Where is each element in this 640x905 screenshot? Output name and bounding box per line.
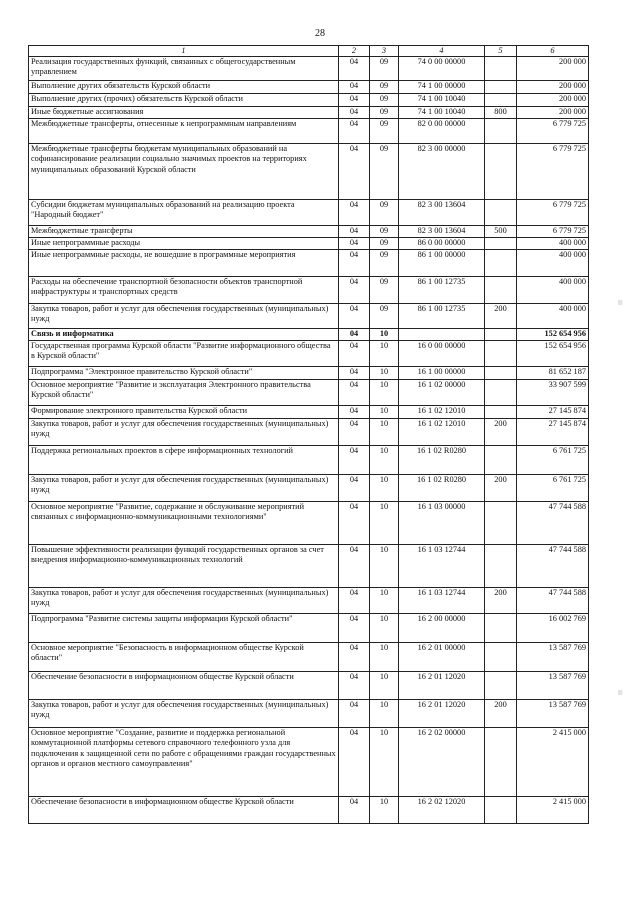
row-name-cell: Субсидии бюджетам муниципальных образований на реализацию проекта "Народный бюджет" (29, 200, 339, 226)
table-row (29, 341, 589, 367)
table-row (29, 94, 589, 107)
table-row (29, 107, 589, 119)
row-amount-cell: 6 779 725 (517, 200, 589, 226)
row-amount-cell: 6 761 725 (517, 446, 589, 475)
column-header: 1 (29, 46, 339, 57)
row-amount-cell: 400 000 (517, 250, 589, 277)
row-name-cell: Закупка товаров, работ и услуг для обеспечения государственных (муниципальных) нужд (29, 700, 339, 728)
row-name-cell: Основное мероприятие "Безопасность в информационном обществе Курской области" (29, 643, 339, 672)
row-target-code-cell: 16 2 00 00000 (399, 614, 485, 643)
row-name-cell: Подпрограмма "Развитие системы защиты информации Курской области" (29, 614, 339, 643)
row-name-cell: Межбюджетные трансферты бюджетам муниципальных образований на софинансирование реализации социально значимых проектов на территориях муниципальных образований Курской области (29, 144, 339, 200)
table-row (29, 446, 589, 475)
row-name-cell: Расходы на обеспечение транспортной безопасности объектов транспортной инфраструктуры и транспортных средств (29, 277, 339, 304)
row-expense-type-cell (485, 329, 517, 341)
budget-table (28, 45, 589, 824)
row-subsection-cell: 10 (370, 329, 399, 341)
row-section-cell: 04 (339, 341, 370, 367)
row-subsection-cell: 09 (370, 81, 399, 94)
row-section-cell: 04 (339, 797, 370, 824)
row-target-code-cell: 86 1 00 12735 (399, 304, 485, 329)
row-amount-cell: 81 652 187 (517, 367, 589, 380)
row-target-code-cell: 86 1 00 12735 (399, 277, 485, 304)
row-section-cell: 04 (339, 226, 370, 238)
row-section-cell: 04 (339, 446, 370, 475)
table-row (29, 200, 589, 226)
row-subsection-cell: 10 (370, 700, 399, 728)
row-target-code-cell: 16 1 03 00000 (399, 502, 485, 545)
row-expense-type-cell (485, 144, 517, 200)
row-section-cell: 04 (339, 545, 370, 588)
row-expense-type-cell (485, 238, 517, 250)
row-expense-type-cell (485, 200, 517, 226)
column-header: 3 (370, 46, 399, 57)
table-row (29, 329, 589, 341)
page-number: 28 (315, 28, 325, 39)
row-section-cell: 04 (339, 672, 370, 700)
row-expense-type-cell: 800 (485, 107, 517, 119)
row-section-cell: 04 (339, 367, 370, 380)
row-name-cell: Основное мероприятие "Создание, развитие и поддержка региональной коммутационной платформы сетевого справочного телефонного узла для подключения к защищенной сети по работе с обращениями граждан государственных органов и органов местного самоуправления" (29, 728, 339, 797)
table-row (29, 672, 589, 700)
row-expense-type-cell (485, 643, 517, 672)
row-target-code-cell: 16 2 01 12020 (399, 672, 485, 700)
row-target-code-cell: 74 1 00 10040 (399, 94, 485, 107)
row-target-code-cell: 16 1 02 12010 (399, 406, 485, 419)
table-row (29, 226, 589, 238)
table-row (29, 277, 589, 304)
row-subsection-cell: 10 (370, 380, 399, 406)
row-subsection-cell: 10 (370, 728, 399, 797)
row-subsection-cell: 09 (370, 57, 399, 81)
table-row (29, 81, 589, 94)
table-row (29, 238, 589, 250)
row-amount-cell: 152 654 956 (517, 341, 589, 367)
column-header: 6 (517, 46, 589, 57)
row-target-code-cell: 16 1 02 12010 (399, 419, 485, 446)
row-expense-type-cell (485, 81, 517, 94)
row-subsection-cell: 09 (370, 200, 399, 226)
table-row (29, 119, 589, 144)
row-name-cell: Обеспечение безопасности в информационном обществе Курской области (29, 672, 339, 700)
row-target-code-cell: 86 1 00 00000 (399, 250, 485, 277)
row-expense-type-cell (485, 672, 517, 700)
row-section-cell: 04 (339, 107, 370, 119)
row-name-cell: Основное мероприятие "Развитие и эксплуатация Электронного правительства Курской области" (29, 380, 339, 406)
row-name-cell: Выполнение других (прочих) обязательств Курской области (29, 94, 339, 107)
row-name-cell: Реализация государственных функций, связанных с общегосударственным управлением (29, 57, 339, 81)
row-target-code-cell: 74 0 00 00000 (399, 57, 485, 81)
row-section-cell: 04 (339, 81, 370, 94)
row-amount-cell: 400 000 (517, 304, 589, 329)
row-section-cell: 04 (339, 94, 370, 107)
row-target-code-cell: 16 1 02 R0280 (399, 446, 485, 475)
row-subsection-cell: 10 (370, 588, 399, 614)
row-name-cell: Формирование электронного правительства Курской области (29, 406, 339, 419)
row-name-cell: Поддержка региональных проектов в сфере информационных технологий (29, 446, 339, 475)
row-amount-cell: 2 415 000 (517, 728, 589, 797)
row-expense-type-cell: 200 (485, 475, 517, 502)
row-section-cell: 04 (339, 329, 370, 341)
row-amount-cell: 47 744 588 (517, 588, 589, 614)
row-target-code-cell: 74 1 00 10040 (399, 107, 485, 119)
row-section-cell: 04 (339, 406, 370, 419)
table-row (29, 588, 589, 614)
row-expense-type-cell (485, 614, 517, 643)
row-amount-cell: 2 415 000 (517, 797, 589, 824)
header-row (29, 46, 589, 57)
row-amount-cell: 200 000 (517, 94, 589, 107)
row-expense-type-cell (485, 502, 517, 545)
table-row (29, 57, 589, 81)
row-section-cell: 04 (339, 643, 370, 672)
row-expense-type-cell: 200 (485, 419, 517, 446)
table-row (29, 419, 589, 446)
row-name-cell: Межбюджетные трансферты, отнесенные к непрограммным направлениям (29, 119, 339, 144)
row-section-cell: 04 (339, 419, 370, 446)
row-name-cell: Закупка товаров, работ и услуг для обеспечения государственных (муниципальных) нужд (29, 475, 339, 502)
row-subsection-cell: 10 (370, 475, 399, 502)
row-expense-type-cell: 200 (485, 304, 517, 329)
row-subsection-cell: 09 (370, 119, 399, 144)
row-target-code-cell: 82 3 00 13604 (399, 200, 485, 226)
row-target-code-cell: 16 2 02 00000 (399, 728, 485, 797)
row-section-cell: 04 (339, 119, 370, 144)
table-row (29, 406, 589, 419)
row-amount-cell: 6 761 725 (517, 475, 589, 502)
row-name-cell: Государственная программа Курской области "Развитие информационного общества в Курской области" (29, 341, 339, 367)
row-amount-cell: 6 779 725 (517, 119, 589, 144)
row-section-cell: 04 (339, 588, 370, 614)
row-expense-type-cell (485, 277, 517, 304)
row-subsection-cell: 09 (370, 277, 399, 304)
row-name-cell: Повышение эффективности реализации функций государственных органов за счет внедрения информационно-коммуникационных технологий (29, 545, 339, 588)
row-expense-type-cell (485, 341, 517, 367)
row-section-cell: 04 (339, 380, 370, 406)
row-subsection-cell: 10 (370, 446, 399, 475)
row-amount-cell: 13 587 769 (517, 643, 589, 672)
row-section-cell: 04 (339, 475, 370, 502)
table-row (29, 728, 589, 797)
table-row (29, 502, 589, 545)
row-amount-cell: 27 145 874 (517, 406, 589, 419)
row-expense-type-cell (485, 446, 517, 475)
row-target-code-cell: 16 2 01 12020 (399, 700, 485, 728)
row-subsection-cell: 09 (370, 144, 399, 200)
column-header: 2 (339, 46, 370, 57)
row-subsection-cell: 09 (370, 250, 399, 277)
table-row (29, 304, 589, 329)
row-target-code-cell: 74 1 00 00000 (399, 81, 485, 94)
row-amount-cell: 13 587 769 (517, 700, 589, 728)
row-name-cell: Закупка товаров, работ и услуг для обеспечения государственных (муниципальных) нужд (29, 304, 339, 329)
row-expense-type-cell (485, 250, 517, 277)
row-target-code-cell: 16 1 03 12744 (399, 545, 485, 588)
row-name-cell: Иные бюджетные ассигнования (29, 107, 339, 119)
scan-edge-mark: ||||| (617, 690, 622, 696)
row-subsection-cell: 10 (370, 643, 399, 672)
row-subsection-cell: 10 (370, 545, 399, 588)
table-row (29, 380, 589, 406)
row-expense-type-cell: 200 (485, 700, 517, 728)
row-name-cell: Межбюджетные трансферты (29, 226, 339, 238)
row-section-cell: 04 (339, 700, 370, 728)
row-subsection-cell: 10 (370, 672, 399, 700)
row-amount-cell: 16 002 769 (517, 614, 589, 643)
row-amount-cell: 400 000 (517, 277, 589, 304)
row-subsection-cell: 10 (370, 419, 399, 446)
table-row (29, 144, 589, 200)
row-name-cell: Закупка товаров, работ и услуг для обеспечения государственных (муниципальных) нужд (29, 419, 339, 446)
row-amount-cell: 200 000 (517, 107, 589, 119)
row-subsection-cell: 10 (370, 406, 399, 419)
row-amount-cell: 6 779 725 (517, 226, 589, 238)
row-target-code-cell: 16 1 02 R0280 (399, 475, 485, 502)
row-amount-cell: 6 779 725 (517, 144, 589, 200)
row-subsection-cell: 09 (370, 304, 399, 329)
row-amount-cell: 27 145 874 (517, 419, 589, 446)
row-subsection-cell: 10 (370, 341, 399, 367)
table-row (29, 475, 589, 502)
row-name-cell: Основное мероприятие "Развитие, содержание и обслуживание мероприятий связанных с информационно-коммуникационными технологиями" (29, 502, 339, 545)
row-target-code-cell: 16 1 02 00000 (399, 380, 485, 406)
row-section-cell: 04 (339, 614, 370, 643)
row-target-code-cell: 16 1 00 00000 (399, 367, 485, 380)
row-subsection-cell: 10 (370, 367, 399, 380)
row-section-cell: 04 (339, 57, 370, 81)
row-name-cell: Подпрограмма "Электронное правительство Курской области" (29, 367, 339, 380)
row-expense-type-cell: 200 (485, 588, 517, 614)
scan-edge-mark: ||||| (617, 300, 622, 306)
row-subsection-cell: 09 (370, 94, 399, 107)
row-name-cell: Обеспечение безопасности в информационном обществе Курской области (29, 797, 339, 824)
row-section-cell: 04 (339, 304, 370, 329)
row-subsection-cell: 10 (370, 502, 399, 545)
row-target-code-cell (399, 329, 485, 341)
row-section-cell: 04 (339, 502, 370, 545)
row-amount-cell: 200 000 (517, 81, 589, 94)
row-amount-cell: 47 744 588 (517, 545, 589, 588)
table-row (29, 250, 589, 277)
row-section-cell: 04 (339, 200, 370, 226)
row-amount-cell: 47 744 588 (517, 502, 589, 545)
row-target-code-cell: 16 2 02 12020 (399, 797, 485, 824)
row-section-cell: 04 (339, 728, 370, 797)
row-name-cell: Иные непрограммные расходы, не вошедшие в программные мероприятия (29, 250, 339, 277)
row-section-cell: 04 (339, 277, 370, 304)
column-header: 5 (485, 46, 517, 57)
row-name-cell: Связь и информатика (29, 329, 339, 341)
row-section-cell: 04 (339, 144, 370, 200)
row-expense-type-cell: 500 (485, 226, 517, 238)
row-section-cell: 04 (339, 250, 370, 277)
row-expense-type-cell (485, 57, 517, 81)
row-expense-type-cell (485, 406, 517, 419)
table-row (29, 614, 589, 643)
row-expense-type-cell (485, 728, 517, 797)
row-expense-type-cell (485, 367, 517, 380)
row-target-code-cell: 86 0 00 00000 (399, 238, 485, 250)
row-expense-type-cell (485, 380, 517, 406)
row-target-code-cell: 16 1 03 12744 (399, 588, 485, 614)
row-target-code-cell: 16 2 01 00000 (399, 643, 485, 672)
row-amount-cell: 13 587 769 (517, 672, 589, 700)
row-subsection-cell: 10 (370, 614, 399, 643)
row-subsection-cell: 09 (370, 238, 399, 250)
row-expense-type-cell (485, 94, 517, 107)
row-target-code-cell: 82 3 00 13604 (399, 226, 485, 238)
table-row (29, 700, 589, 728)
row-amount-cell: 400 000 (517, 238, 589, 250)
row-expense-type-cell (485, 119, 517, 144)
row-name-cell: Закупка товаров, работ и услуг для обеспечения государственных (муниципальных) нужд (29, 588, 339, 614)
row-amount-cell: 152 654 956 (517, 329, 589, 341)
row-expense-type-cell (485, 797, 517, 824)
row-target-code-cell: 82 3 00 00000 (399, 144, 485, 200)
row-name-cell: Иные непрограммные расходы (29, 238, 339, 250)
row-subsection-cell: 09 (370, 107, 399, 119)
row-subsection-cell: 10 (370, 797, 399, 824)
table-row (29, 643, 589, 672)
row-section-cell: 04 (339, 238, 370, 250)
row-target-code-cell: 16 0 00 00000 (399, 341, 485, 367)
row-subsection-cell: 09 (370, 226, 399, 238)
column-header: 4 (399, 46, 485, 57)
table-row (29, 797, 589, 824)
row-amount-cell: 33 907 599 (517, 380, 589, 406)
row-name-cell: Выполнение других обязательств Курской области (29, 81, 339, 94)
row-amount-cell: 200 000 (517, 57, 589, 81)
table-row (29, 545, 589, 588)
table-row (29, 367, 589, 380)
row-target-code-cell: 82 0 00 00000 (399, 119, 485, 144)
row-expense-type-cell (485, 545, 517, 588)
